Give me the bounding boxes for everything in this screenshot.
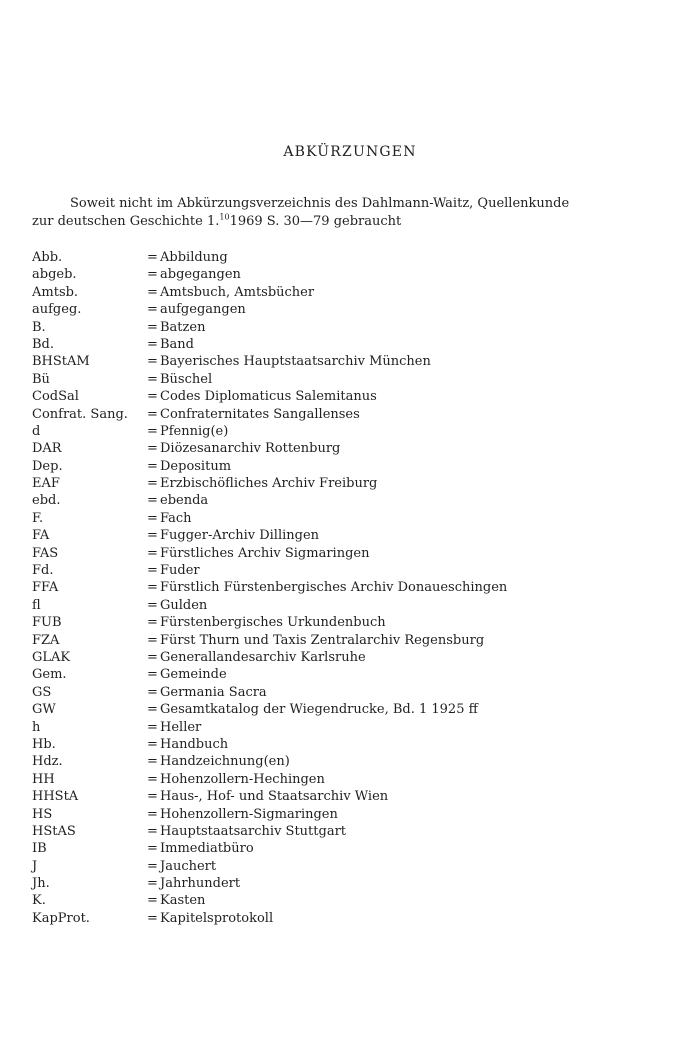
abbreviation-term: Hb. bbox=[32, 736, 56, 752]
abbreviation-entry bbox=[32, 527, 672, 544]
abbreviation-entry bbox=[32, 632, 672, 649]
abbreviation-entry bbox=[32, 806, 672, 823]
abbreviation-term: Jh. bbox=[32, 876, 50, 892]
abbreviation-term: Fd. bbox=[32, 563, 54, 579]
abbreviation-meaning: Fürstenbergisches Urkundenbuch bbox=[160, 615, 386, 631]
abbreviation-meaning: Fürstliches Archiv Sigmaringen bbox=[160, 545, 370, 561]
equals-sign: = bbox=[147, 684, 158, 700]
abbreviation-term: HH bbox=[32, 771, 55, 787]
abbreviation-meaning: Band bbox=[160, 336, 194, 352]
abbreviation-meaning: Immediatbüro bbox=[160, 841, 254, 857]
abbreviation-term: Dep. bbox=[32, 458, 63, 474]
equals-sign: = bbox=[147, 389, 158, 405]
abbreviation-term: CodSal bbox=[32, 389, 79, 405]
abbreviation-meaning: Jauchert bbox=[160, 858, 217, 874]
equals-sign: = bbox=[147, 493, 158, 509]
equals-sign: = bbox=[147, 649, 158, 665]
abbreviation-entry bbox=[32, 719, 672, 736]
intro-line-2 bbox=[32, 213, 632, 231]
abbreviation-entry bbox=[32, 458, 672, 475]
abbreviation-meaning: Hauptstaatsarchiv Stuttgart bbox=[160, 823, 347, 839]
equals-sign: = bbox=[147, 354, 158, 370]
abbreviation-meaning: Codes Diplomaticus Salemitanus bbox=[160, 389, 377, 405]
abbreviation-term: aufgeg. bbox=[32, 302, 82, 318]
abbreviation-meaning: Hohenzollern-Sigmaringen bbox=[160, 806, 338, 822]
abbreviation-meaning: Germania Sacra bbox=[160, 684, 267, 700]
abbreviation-entry bbox=[32, 336, 672, 353]
abbreviation-meaning: Depositum bbox=[160, 458, 232, 474]
abbreviation-meaning: Kapitelsprotokoll bbox=[160, 910, 274, 926]
equals-sign: = bbox=[147, 910, 158, 926]
abbreviation-entry bbox=[32, 562, 672, 579]
abbreviation-term: h bbox=[32, 719, 41, 735]
abbreviation-term: GW bbox=[32, 702, 56, 718]
abbreviation-entry bbox=[32, 858, 672, 875]
equals-sign: = bbox=[147, 667, 158, 683]
abbreviation-entry bbox=[32, 875, 672, 892]
intro-line-2-end: 1969 S. 30—79 gebraucht bbox=[229, 214, 402, 229]
abbreviation-entry bbox=[32, 475, 672, 492]
abbreviation-entry bbox=[32, 684, 672, 701]
abbreviation-term: HHStA bbox=[32, 789, 79, 805]
abbreviation-meaning: Fürst Thurn und Taxis Zentralarchiv Regensburg bbox=[160, 632, 485, 648]
abbreviation-meaning: Diözesanarchiv Rottenburg bbox=[160, 441, 341, 457]
equals-sign: = bbox=[147, 545, 158, 561]
equals-sign: = bbox=[147, 719, 158, 735]
intro-paragraph bbox=[32, 195, 632, 231]
abbreviation-meaning: Haus-, Hof- und Staatsarchiv Wien bbox=[160, 789, 389, 805]
abbreviation-term: IB bbox=[32, 841, 47, 857]
abbreviation-entry bbox=[32, 753, 672, 770]
abbreviation-term: Confrat. Sang. bbox=[32, 406, 128, 422]
equals-sign: = bbox=[147, 615, 158, 631]
equals-sign: = bbox=[147, 441, 158, 457]
edition-superscript: 10 bbox=[219, 212, 230, 222]
abbreviation-term: K. bbox=[32, 893, 46, 909]
equals-sign: = bbox=[147, 806, 158, 822]
equals-sign: = bbox=[147, 823, 158, 839]
equals-sign: = bbox=[147, 284, 158, 300]
abbreviation-term: d bbox=[32, 423, 41, 439]
equals-sign: = bbox=[147, 702, 158, 718]
abbreviation-meaning: Gulden bbox=[160, 597, 208, 613]
abbreviation-term: Abb. bbox=[32, 250, 63, 265]
equals-sign: = bbox=[147, 841, 158, 857]
equals-sign: = bbox=[147, 528, 158, 544]
abbreviation-entry bbox=[32, 823, 672, 840]
abbreviation-meaning: aufgegangen bbox=[160, 302, 246, 318]
abbreviation-entry bbox=[32, 597, 672, 614]
equals-sign: = bbox=[147, 632, 158, 648]
abbreviation-term: B. bbox=[32, 319, 46, 335]
abbreviation-meaning: Büschel bbox=[160, 371, 213, 387]
equals-sign: = bbox=[147, 267, 158, 283]
abbreviation-meaning: Hohenzollern-Hechingen bbox=[160, 771, 325, 787]
abbreviation-term: BHStAM bbox=[32, 354, 90, 370]
intro-line-2-start: zur deutschen Geschichte 1. bbox=[32, 214, 220, 229]
equals-sign: = bbox=[147, 754, 158, 770]
abbreviation-meaning: Confraternitates Sangallenses bbox=[160, 406, 360, 422]
abbreviation-term: GLAK bbox=[32, 649, 71, 665]
abbreviation-entry bbox=[32, 319, 672, 336]
abbreviation-term: abgeb. bbox=[32, 267, 77, 283]
abbreviation-entry bbox=[32, 771, 672, 788]
abbreviation-meaning: Amtsbuch, Amtsbücher bbox=[160, 284, 315, 300]
abbreviation-entry bbox=[32, 892, 672, 909]
equals-sign: = bbox=[147, 406, 158, 422]
abbreviation-meaning: Heller bbox=[160, 719, 202, 735]
abbreviation-entry bbox=[32, 910, 672, 927]
abbreviation-entry bbox=[32, 284, 672, 301]
abbreviation-term: Gem. bbox=[32, 667, 67, 683]
abbreviation-meaning: Gemeinde bbox=[160, 667, 227, 683]
abbreviation-meaning: Jahrhundert bbox=[160, 876, 241, 892]
equals-sign: = bbox=[147, 597, 158, 613]
equals-sign: = bbox=[147, 893, 158, 909]
abbreviation-entry bbox=[32, 353, 672, 370]
abbreviation-term: Amtsb. bbox=[32, 284, 79, 300]
abbreviation-meaning: abgegangen bbox=[160, 267, 241, 283]
equals-sign: = bbox=[147, 423, 158, 439]
abbreviation-term: GS bbox=[32, 684, 52, 700]
intro-line-1: Soweit nicht im Abkürzungsverzeichnis des Dahlmann-Waitz, Quellenkunde bbox=[70, 196, 570, 211]
abbreviation-entry bbox=[32, 649, 672, 666]
abbreviation-meaning: Handzeichnung(en) bbox=[160, 754, 290, 770]
abbreviation-entry bbox=[32, 666, 672, 683]
abbreviation-meaning: Bayerisches Hauptstaatsarchiv München bbox=[160, 354, 431, 370]
abbreviation-meaning: Fürstlich Fürstenbergisches Archiv Donaueschingen bbox=[160, 580, 508, 596]
abbreviation-entry bbox=[32, 388, 672, 405]
abbreviation-term: EAF bbox=[32, 476, 60, 492]
abbreviation-meaning: Gesamtkatalog der Wiegendrucke, Bd. 1 1925 ff bbox=[160, 702, 478, 718]
abbreviation-meaning: Generallandesarchiv Karlsruhe bbox=[160, 649, 366, 665]
abbreviation-meaning: Fach bbox=[160, 510, 192, 526]
abbreviation-entry bbox=[32, 266, 672, 283]
abbreviation-meaning: Kasten bbox=[160, 893, 206, 909]
abbreviation-term: FUB bbox=[32, 615, 62, 631]
equals-sign: = bbox=[147, 736, 158, 752]
abbreviation-meaning: Handbuch bbox=[160, 736, 229, 752]
abbreviation-term: F. bbox=[32, 510, 44, 526]
equals-sign: = bbox=[147, 458, 158, 474]
abbreviation-entry bbox=[32, 579, 672, 596]
abbreviation-term: Bü bbox=[32, 371, 50, 387]
page-title: ABKÜRZUNGEN bbox=[283, 144, 417, 160]
abbreviation-term: ebd. bbox=[32, 493, 61, 509]
abbreviation-meaning: Erzbischöfliches Archiv Freiburg bbox=[160, 476, 378, 492]
equals-sign: = bbox=[147, 510, 158, 526]
equals-sign: = bbox=[147, 250, 158, 265]
abbreviation-entry bbox=[32, 423, 672, 440]
equals-sign: = bbox=[147, 336, 158, 352]
abbreviation-entry bbox=[32, 736, 672, 753]
equals-sign: = bbox=[147, 876, 158, 892]
abbreviation-entry bbox=[32, 492, 672, 509]
abbreviation-entry bbox=[32, 510, 672, 527]
abbreviation-meaning: Abbildung bbox=[160, 250, 228, 265]
abbreviation-entry bbox=[32, 406, 672, 423]
abbreviation-entry bbox=[32, 545, 672, 562]
abbreviation-term: FA bbox=[32, 528, 50, 544]
abbreviation-entry bbox=[32, 840, 672, 857]
abbreviation-entry bbox=[32, 788, 672, 805]
equals-sign: = bbox=[147, 371, 158, 387]
abbreviation-term: Hdz. bbox=[32, 754, 63, 770]
abbreviation-term: FAS bbox=[32, 545, 59, 561]
abbreviation-meaning: Fuder bbox=[160, 563, 200, 579]
abbreviation-entry bbox=[32, 371, 672, 388]
abbreviation-meaning: Fugger-Archiv Dillingen bbox=[160, 528, 320, 544]
abbreviation-term: HStAS bbox=[32, 823, 76, 839]
abbreviation-entry bbox=[32, 614, 672, 631]
equals-sign: = bbox=[147, 771, 158, 787]
abbreviation-meaning: Pfennig(e) bbox=[160, 423, 229, 439]
abbreviation-term: FZA bbox=[32, 632, 60, 648]
equals-sign: = bbox=[147, 319, 158, 335]
abbreviation-term: HS bbox=[32, 806, 53, 822]
abbreviation-meaning: ebenda bbox=[160, 493, 209, 509]
equals-sign: = bbox=[147, 789, 158, 805]
abbreviation-term: J bbox=[32, 858, 38, 874]
abbreviation-term: fl bbox=[32, 597, 41, 613]
abbreviation-list bbox=[32, 249, 672, 927]
abbreviation-term: DAR bbox=[32, 441, 62, 457]
equals-sign: = bbox=[147, 858, 158, 874]
equals-sign: = bbox=[147, 476, 158, 492]
abbreviation-term: FFA bbox=[32, 580, 59, 596]
equals-sign: = bbox=[147, 302, 158, 318]
abbreviation-entry bbox=[32, 249, 672, 266]
abbreviation-entry bbox=[32, 701, 672, 718]
equals-sign: = bbox=[147, 563, 158, 579]
abbreviation-term: Bd. bbox=[32, 336, 55, 352]
abbreviation-entry bbox=[32, 440, 672, 457]
abbreviation-term: KapProt. bbox=[32, 910, 90, 926]
abbreviation-meaning: Batzen bbox=[160, 319, 206, 335]
equals-sign: = bbox=[147, 580, 158, 596]
abbreviation-entry bbox=[32, 301, 672, 318]
